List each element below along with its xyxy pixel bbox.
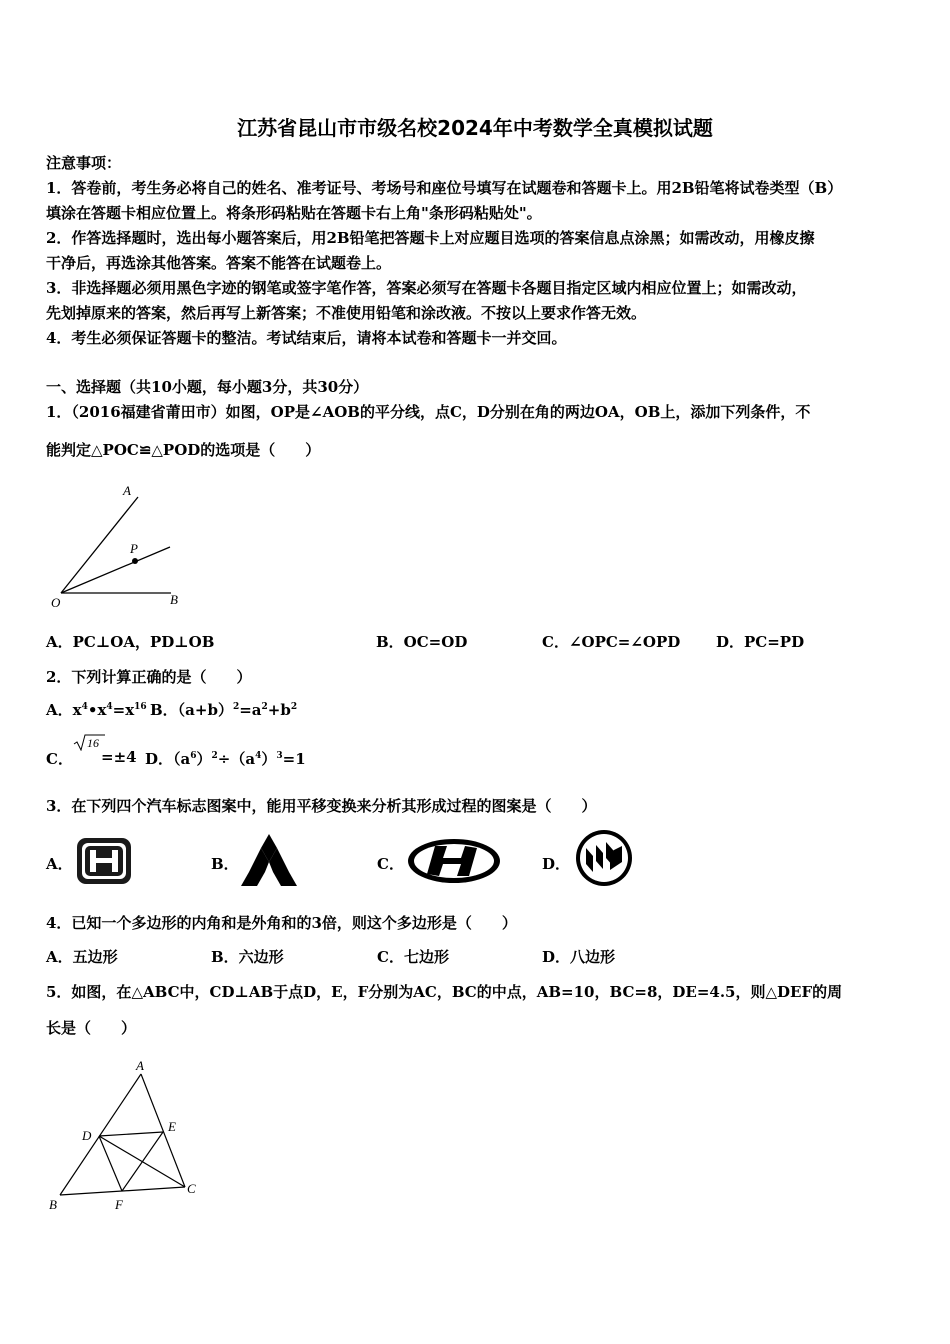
q2-d-exp4: 3 — [276, 751, 283, 761]
side-ac — [141, 1074, 185, 1187]
q2-a-eq: =x — [112, 701, 135, 719]
point-p — [132, 558, 138, 564]
q4-option-d: D．八边形 — [542, 948, 616, 966]
label-f: F — [115, 1197, 123, 1212]
q2-d-exp1: 6 — [190, 751, 197, 761]
label-c: C — [187, 1181, 196, 1196]
q3-option-c: C． — [377, 855, 404, 873]
hyundai-logo-icon — [405, 836, 503, 886]
q2-d-paren2: ） — [261, 750, 277, 768]
q2-d-exp3: 4 — [255, 751, 262, 761]
q1-option-b: B．OC=OD — [376, 633, 468, 651]
q2-d-div: ÷（a — [217, 750, 256, 768]
q1-stem-line2: 能判定△POC≌△POD的选项是（ ） — [46, 441, 321, 459]
label-p: P — [130, 541, 138, 556]
label-d: D — [82, 1128, 92, 1143]
q3-stem: 3．在下列四个汽车标志图案中，能用平移变换来分析其形成过程的图案是（ ） — [46, 797, 597, 815]
q2-b-exp2: 2 — [261, 702, 268, 712]
ray-op — [61, 547, 170, 593]
label-a: A — [136, 1058, 144, 1073]
q2-a-mid: •x — [87, 701, 107, 719]
q2-d-exp2: 2 — [211, 751, 218, 761]
q1-option-d: D．PC=PD — [716, 633, 805, 651]
q4-option-b: B．六边形 — [211, 948, 284, 966]
label-b: B — [49, 1197, 57, 1212]
notice-line: 填涂在答题卡相应位置上。将条形码粘贴在答题卡右上角"条形码粘贴处"。 — [46, 204, 542, 222]
q2-a-exp1: 4 — [81, 702, 88, 712]
notice-line: 4．考生必须保证答题卡的整洁。考试结束后，请将本试卷和答题卡一并交回。 — [46, 329, 567, 347]
q4-stem: 4．已知一个多边形的内角和是外角和的3倍，则这个多边形是（ ） — [46, 914, 517, 932]
q2-b-plus: +b — [267, 701, 291, 719]
q5-triangle-figure — [44, 1055, 208, 1217]
q2-a-prefix: A．x — [46, 701, 82, 719]
q2-b-exp1: 2 — [232, 702, 240, 712]
notice-line: 1．答卷前，考生务必将自己的姓名、准考证号、考场号和座位号填写在试题卷和答题卡上。用2B铅笔将试卷类型（B） — [46, 179, 843, 197]
q2-option-c-rest: =±4 — [101, 748, 137, 766]
q2-option-a — [46, 699, 147, 720]
q2-a-exp2: 4 — [106, 702, 113, 712]
page-title: 江苏省昆山市市级名校2024年中考数学全真模拟试题 — [237, 116, 713, 140]
q2-d-paren1: ） — [196, 750, 212, 768]
q1-angle-figure — [46, 480, 196, 615]
q1-option-a: A．PC⊥OA，PD⊥OB — [46, 633, 215, 651]
q2-b-eq: =a — [239, 701, 262, 719]
label-a: A — [123, 483, 131, 498]
q2-a-exp3: 16 — [134, 702, 147, 712]
q4-option-c: C．七边形 — [377, 948, 449, 966]
q4-option-a: A．五边形 — [46, 948, 118, 966]
section-heading: 一、选择题（共10小题，每小题3分，共30分） — [46, 378, 369, 396]
q1-option-c: C．∠OPC=∠OPD — [542, 633, 681, 651]
segment-de — [99, 1132, 163, 1136]
label-e: E — [168, 1119, 176, 1134]
q3-option-d: D． — [542, 855, 571, 873]
q2-d-eq: =1 — [282, 750, 306, 768]
q3-option-a: A． — [46, 855, 73, 873]
notice-line: 2．作答选择题时，选出每小题答案后，用2B铅笔把答题卡上对应题目选项的答案信息点涂黑；如需改动，用橡皮擦 — [46, 229, 815, 247]
notice-line: 3．非选择题必须用黑色字迹的钢笔或签字笔作答，答案必须写在答题卡各题目指定区域内相应位置上；如需改动， — [46, 279, 807, 297]
q2-c-radicand: 16 — [87, 736, 99, 750]
label-b: B — [170, 592, 178, 607]
q2-option-d — [145, 748, 306, 769]
q3-option-b: B． — [211, 855, 239, 873]
q2-b-exp3: 2 — [290, 702, 298, 712]
q2-option-c-prefix: C． — [46, 750, 73, 768]
q2-option-b — [150, 699, 297, 720]
honda-logo-icon — [75, 836, 133, 886]
q2-d-prefix: D．（a — [145, 750, 191, 768]
q2-b-prefix: B．（a+b） — [150, 701, 233, 719]
mitsubishi-logo-icon — [239, 832, 299, 888]
segment-ef — [122, 1132, 163, 1191]
ray-oa — [61, 497, 138, 593]
notice-line: 干净后，再选涂其他答案。答案不能答在试题卷上。 — [46, 254, 392, 272]
notice-line: 先划掉原来的答案，然后再写上新答案；不准使用铅笔和涂改液。不按以上要求作答无效。 — [46, 304, 647, 322]
notice-heading: 注意事项： — [46, 154, 122, 172]
q5-stem-line2: 长是（ ） — [46, 1019, 137, 1037]
segment-df — [99, 1136, 122, 1191]
label-o: O — [51, 595, 61, 610]
buick-logo-icon — [574, 828, 634, 888]
q5-stem-line1: 5．如图，在△ABC中，CD⊥AB于点D，E，F分别为AC，BC的中点，AB=10，BC=8，DE=4.5，则△DEF的周 — [46, 983, 843, 1001]
q2-stem: 2．下列计算正确的是（ ） — [46, 668, 252, 686]
q1-stem-line1: 1．（2016福建省莆田市）如图，OP是∠AOB的平分线，点C，D分别在角的两边OA，OB上，添加下列条件，不 — [46, 403, 811, 421]
